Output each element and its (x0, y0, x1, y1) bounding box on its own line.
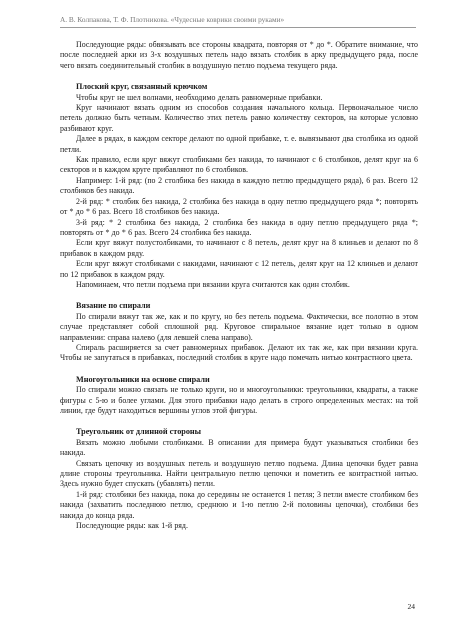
paragraph: Круг начинают вязать одним из способов создания начального кольца. Первоначальное число петель должно быть четным. Количество этих петель равно количеству секторов, на которые условно разбивают круг. (60, 103, 418, 133)
running-header: А. В. Колпакова, Т. Ф. Плотникова. «Чудесные коврики своими руками» (60, 15, 285, 24)
paragraph: Вязать можно любыми столбиками. В описании для примера будут указываться столбики без накида. (60, 437, 418, 458)
paragraph: По спирали можно связать не только круги, но и многоугольники: треугольники, квадраты, а также фигуры с 5-ю и более углами. Для этого прибавки надо делать в строго определенных местах: на той линии, где будут находиться вершины углов этой фигуры. (60, 385, 418, 415)
section-title: Многоугольники на основе спирали (76, 374, 210, 384)
paragraph: По спирали вяжут так же, как и по кругу, но без петель подъема. Фактически, все полотно в этом случае представляет собой сплошной ряд. Круговое спиральное вязание идет только в одном направлении: справа налево (для левшей слева направо). (60, 311, 418, 342)
intro-paragraph: Последующие ряды: обвязывать все стороны квадрата, повторяя от * до *. Обратите внимание, что после последней арки из 3-х воздушных петель надо вязать столбик в арку предыдущего ряда, после чего вязать соединительный столбик в воздушную петлю подъема текущего ряда. (60, 40, 418, 70)
paragraph: 1-й ряд: столбики без накида, пока до середины не останется 1 петля; 3 петли вместе столбиком без накида (захватить последнюю петлю, среднюю и 1-ю петлю 2-й половины цепочки), столбики без накида до конца ряда. (60, 489, 418, 520)
page-content (60, 40, 418, 531)
paragraph: Спираль расширяется за счет равномерных прибавок. Делают их так же, как при вязании круга. Чтобы не запутаться в прибавках, последний столбик в круге надо помечать нитью контрастного цвета. (60, 342, 418, 363)
paragraph: Напоминаем, что петли подъема при вязании круга считаются как один столбик. (76, 279, 350, 289)
paragraph: Последующие ряды: как 1-й ряд. (76, 521, 188, 531)
paragraph: Связать цепочку из воздушных петель и воздушную петлю подъема. Длина цепочки будет равна длине стороны треугольника. Найти центральную петлю цепочки и пометить ее контрастной нитью. Здесь нужно будет спускать (убавлять) петли. (60, 458, 418, 489)
paragraph: Чтобы круг не шел волнами, необходимо делать равномерные прибавки. (76, 92, 323, 102)
paragraph: Далее в рядах, в каждом секторе делают по одной прибавке, т. е. вывязывают два столбика из одной петли. (60, 134, 418, 154)
paragraph: Как правило, если круг вяжут столбиками без накида, то начинают с 6 столбиков, делят круг на 6 секторов и в каждом круге прибавляют по 6 столбиков. (60, 155, 418, 175)
section-flat-circle (60, 82, 418, 290)
section-title: Плоский круг, связанный крючком (76, 82, 208, 92)
section-triangle (60, 427, 418, 531)
paragraph: Например: 1-й ряд: (по 2 столбика без накида в каждую петлю предыдущего ряда), 6 раз. Всего 12 столбиков без накида. (60, 175, 418, 196)
paragraph: Если круг вяжут полустолбиками, то начинают с 8 петель, делят круг на 8 клиньев и делают по 8 прибавок в каждом ряду. (60, 238, 418, 258)
paragraph: 3-й ряд: * 2 столбика без накида, 2 столбика без накида в одну петлю предыдущего ряда *; повторять от * до * 6 раз. Всего 24 столбика без накида. (60, 217, 418, 237)
paragraph: Если круг вяжут столбиками с накидами, начинают с 12 петель, делят круг на 12 клиньев и делают по 12 прибавок в каждом ряду. (60, 259, 418, 279)
header-rule (60, 27, 416, 28)
section-title: Треугольник от длинной стороны (76, 427, 202, 437)
paragraph: 2-й ряд: * столбик без накида, 2 столбика без накида в одну петлю предыдущего ряда *; повторять от * до * 6 раз. Всего 18 столбиков без накида. (60, 196, 418, 217)
section-polygons (60, 375, 418, 417)
section-spiral (60, 301, 418, 363)
section-title: Вязание по спирали (76, 301, 151, 311)
page-number: 24 (407, 602, 415, 611)
